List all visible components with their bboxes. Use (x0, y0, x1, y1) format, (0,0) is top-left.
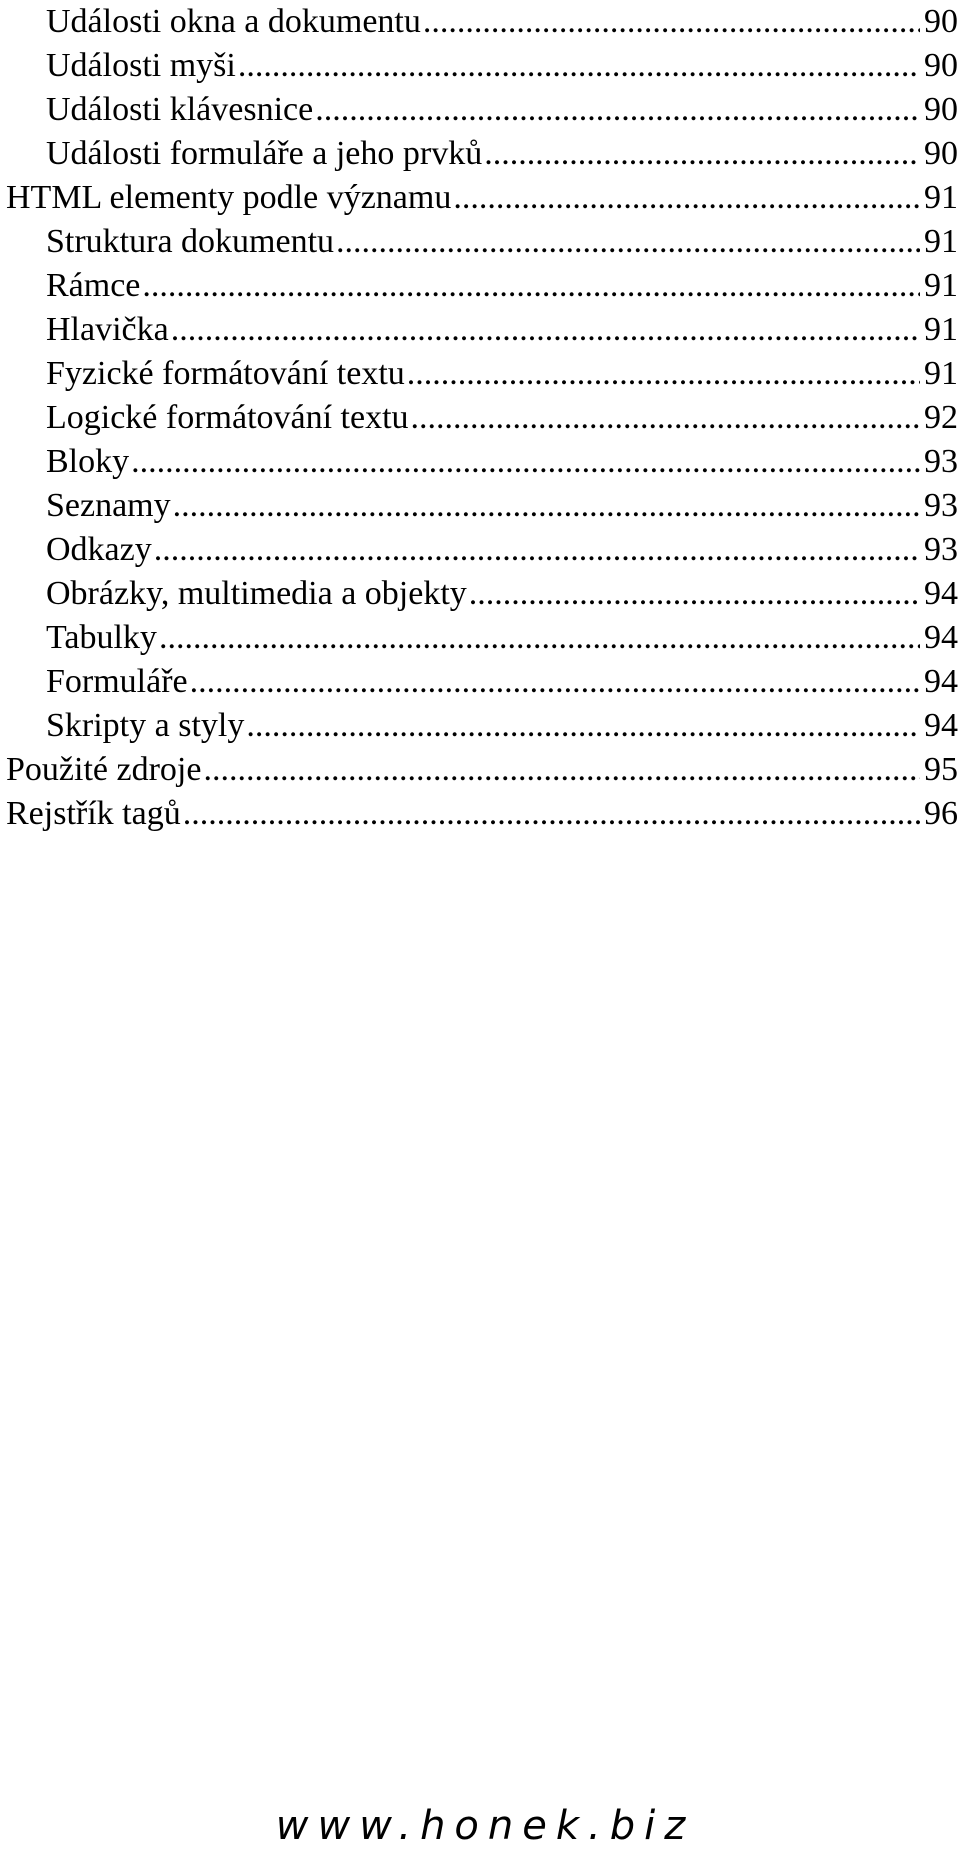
toc-dot-leader (142, 264, 920, 308)
toc-entry-tabulky[interactable] (0, 616, 960, 660)
toc-entry-struktura-dokumentu[interactable] (0, 220, 960, 264)
toc-dot-leader (238, 44, 920, 88)
toc-dot-leader (154, 528, 920, 572)
toc-entry-ramce[interactable] (0, 264, 960, 308)
toc-entry-page-number: 94 (924, 575, 958, 612)
toc-entry-title: HTML elementy podle významu (6, 179, 452, 216)
toc-entry-title: Struktura dokumentu (46, 223, 335, 260)
toc-entry-html-elementy-podle-vyznamu[interactable] (0, 176, 960, 220)
toc-entry-page-number: 96 (924, 795, 958, 832)
toc-entry-title: Události okna a dokumentu (46, 3, 421, 40)
toc-entry-hlavicka[interactable] (0, 308, 960, 352)
toc-entry-page-number: 90 (924, 47, 958, 84)
toc-dot-leader (171, 308, 920, 352)
toc-dot-leader (315, 88, 920, 132)
toc-entry-title: Rámce (46, 267, 141, 304)
toc-dot-leader (336, 220, 920, 264)
toc-entry-title: Bloky (46, 443, 130, 480)
toc-entry-odkazy[interactable] (0, 528, 960, 572)
toc-entry-title: Rejstřík tagů (6, 795, 181, 832)
toc-dot-leader (423, 0, 920, 44)
toc-entry-rejstrik-tagu[interactable] (0, 792, 960, 836)
toc-entry-skripty-a-styly[interactable] (0, 704, 960, 748)
toc-entry-title: Skripty a styly (46, 707, 245, 744)
toc-entry-page-number: 90 (924, 91, 958, 128)
toc-entry-page-number: 91 (924, 179, 958, 216)
toc-entry-page-number: 93 (924, 443, 958, 480)
toc-entry-page-number: 95 (924, 751, 958, 788)
toc-entry-page-number: 93 (924, 487, 958, 524)
toc-entry-title: Hlavička (46, 311, 169, 348)
toc-entry-page-number: 91 (924, 311, 958, 348)
table-of-contents (0, 0, 960, 836)
toc-dot-leader (246, 704, 920, 748)
toc-dot-leader (190, 660, 920, 704)
toc-entry-udalosti-klavesnice[interactable] (0, 88, 960, 132)
toc-entry-page-number: 91 (924, 355, 958, 392)
toc-dot-leader (407, 352, 920, 396)
toc-entry-title: Formuláře (46, 663, 188, 700)
toc-entry-seznamy[interactable] (0, 484, 960, 528)
toc-entry-page-number: 90 (924, 135, 958, 172)
toc-entry-udalosti-formulare[interactable] (0, 132, 960, 176)
toc-entry-page-number: 91 (924, 267, 958, 304)
toc-entry-title: Fyzické formátování textu (46, 355, 405, 392)
toc-entry-title: Seznamy (46, 487, 171, 524)
toc-entry-pouzite-zdroje[interactable] (0, 748, 960, 792)
toc-entry-formulare[interactable] (0, 660, 960, 704)
toc-entry-title: Události myši (46, 47, 236, 84)
toc-entry-fyzicke-formatovani-textu[interactable] (0, 352, 960, 396)
toc-entry-udalosti-okna-a-dokumentu[interactable] (0, 0, 960, 44)
toc-entry-page-number: 92 (924, 399, 958, 436)
toc-dot-leader (183, 792, 920, 836)
toc-entry-page-number: 94 (924, 707, 958, 744)
toc-entry-page-number: 93 (924, 531, 958, 568)
toc-dot-leader (173, 484, 920, 528)
toc-entry-logicke-formatovani-textu[interactable] (0, 396, 960, 440)
toc-entry-title: Použité zdroje (6, 751, 202, 788)
toc-dot-leader (203, 748, 920, 792)
toc-dot-leader (453, 176, 920, 220)
toc-entry-page-number: 90 (924, 3, 958, 40)
toc-entry-title: Logické formátování textu (46, 399, 409, 436)
toc-entry-title: Tabulky (46, 619, 157, 656)
toc-entry-page-number: 94 (924, 619, 958, 656)
toc-dot-leader (131, 440, 920, 484)
toc-dot-leader (484, 132, 920, 176)
toc-entry-page-number: 91 (924, 223, 958, 260)
toc-entry-title: Odkazy (46, 531, 152, 568)
toc-entry-title: Obrázky, multimedia a objekty (46, 575, 467, 612)
toc-entry-obrazky-multimedia-objekty[interactable] (0, 572, 960, 616)
toc-dot-leader (469, 572, 920, 616)
toc-entry-page-number: 94 (924, 663, 958, 700)
toc-entry-title: Události klávesnice (46, 91, 314, 128)
toc-entry-udalosti-mysi[interactable] (0, 44, 960, 88)
toc-dot-leader (159, 616, 920, 660)
page-footer-website: www.honek.biz (275, 1803, 695, 1849)
toc-dot-leader (411, 396, 920, 440)
toc-entry-title: Události formuláře a jeho prvků (46, 135, 483, 172)
toc-entry-bloky[interactable] (0, 440, 960, 484)
